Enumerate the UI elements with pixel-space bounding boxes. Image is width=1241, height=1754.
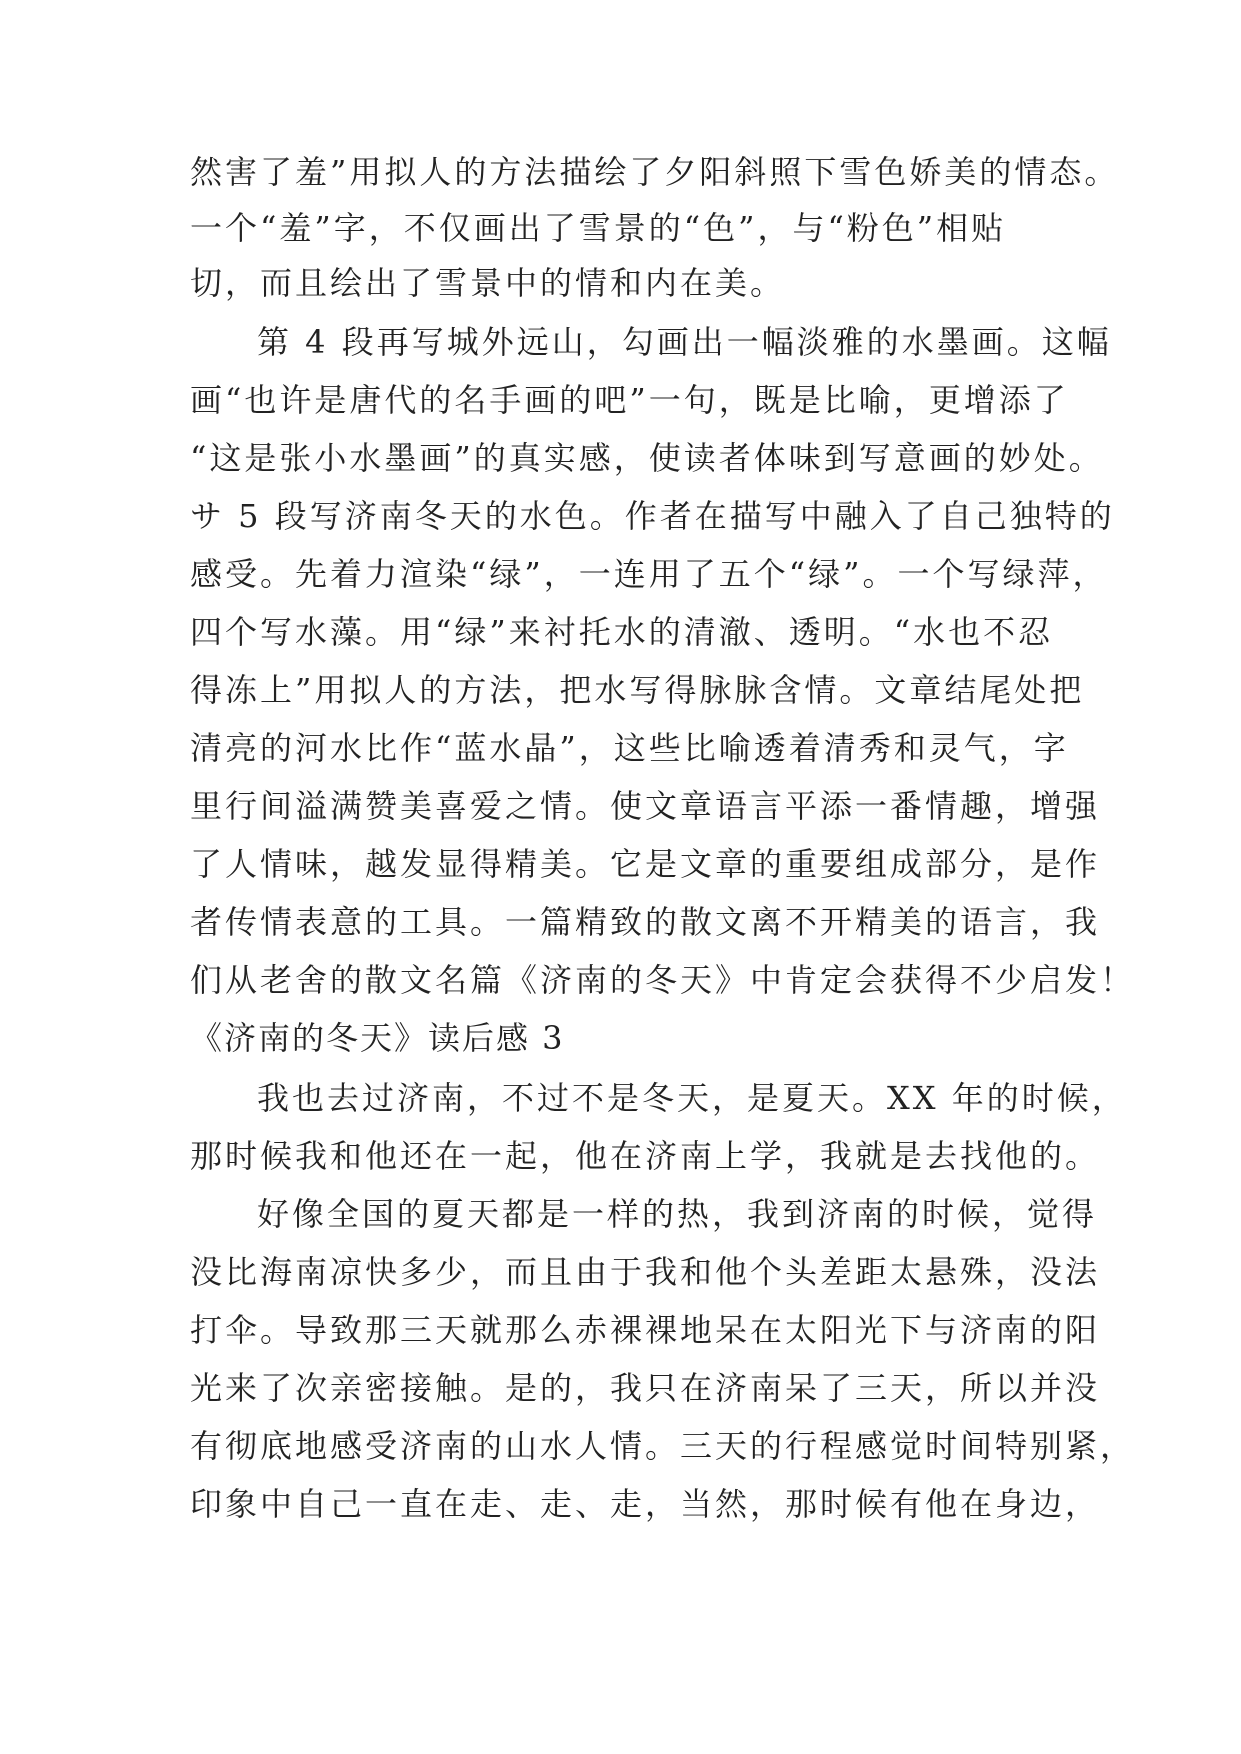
text-line: 四个写水藻。用“绿”来衬托水的清澈、透明。“水也不忍 — [190, 613, 1054, 651]
text-line: 有彻底地感受济南的山水人情。三天的行程感觉时间特别紧， — [190, 1427, 1136, 1465]
text-line: 画“也许是唐代的名手画的吧”一句，既是比喻，更增添了 — [190, 381, 1069, 419]
text-line: 一个“羞”字，不仅画出了雪景的“色”，与“粉色”相贴 — [190, 209, 1007, 247]
paragraph-first-line: 第 4 段再写城外远山，勾画出一幅淡雅的水墨画。这幅 — [257, 323, 1112, 361]
text-line: 切，而且绘出了雪景中的情和内在美。 — [190, 264, 786, 302]
text-line: 打伞。导致那三天就那么赤裸裸地呆在太阳光下与济南的阳 — [190, 1311, 1101, 1349]
text-line: 没比海南凉快多少，而且由于我和他个头差距太悬殊，没法 — [190, 1253, 1101, 1291]
text-line: 光来了次亲密接触。是的，我只在济南呆了三天，所以并没 — [190, 1369, 1101, 1407]
text-line: 里行间溢满赞美喜爱之情。使文章语言平添一番情趣，增强 — [190, 787, 1101, 825]
text-line: 们从老舍的散文名篇《济南的冬天》中肯定会获得不少启发！ — [190, 961, 1136, 999]
text-line: 然害了羞”用拟人的方法描绘了夕阳斜照下雪色娇美的情态。 — [190, 153, 1120, 191]
text-line: 那时候我和他还在一起，他在济南上学，我就是去找他的。 — [190, 1137, 1101, 1175]
text-line: 清亮的河水比作“蓝水晶”，这些比喻透着清秀和灵气，字 — [190, 729, 1069, 767]
text-line: 印象中自己一直在走、走、走，当然，那时候有他在身边， — [190, 1485, 1101, 1523]
paragraph-first-line: サ 5 段写济南冬天的水色。作者在描写中融入了自己独特的 — [190, 497, 1115, 535]
text-line: 了人情味，越发显得精美。它是文章的重要组成部分，是作 — [190, 845, 1101, 883]
paragraph-first-line: 好像全国的夏天都是一样的热，我到济南的时候，觉得 — [257, 1195, 1098, 1233]
paragraph-first-line: 我也去过济南，不过不是冬天，是夏天。XX 年的时候， — [257, 1079, 1127, 1117]
text-line: 者传情表意的工具。一篇精致的散文离不开精美的语言，我 — [190, 903, 1101, 941]
section-heading: 《济南的冬天》读后感 3 — [190, 1019, 565, 1057]
text-line: 感受。先着力渲染“绿”，一连用了五个“绿”。一个写绿萍， — [190, 555, 1108, 593]
text-line: “这是张小水墨画”的真实感，使读者体味到写意画的妙处。 — [190, 439, 1104, 477]
text-line: 得冻上”用拟人的方法，把水写得脉脉含情。文章结尾处把 — [190, 671, 1085, 709]
